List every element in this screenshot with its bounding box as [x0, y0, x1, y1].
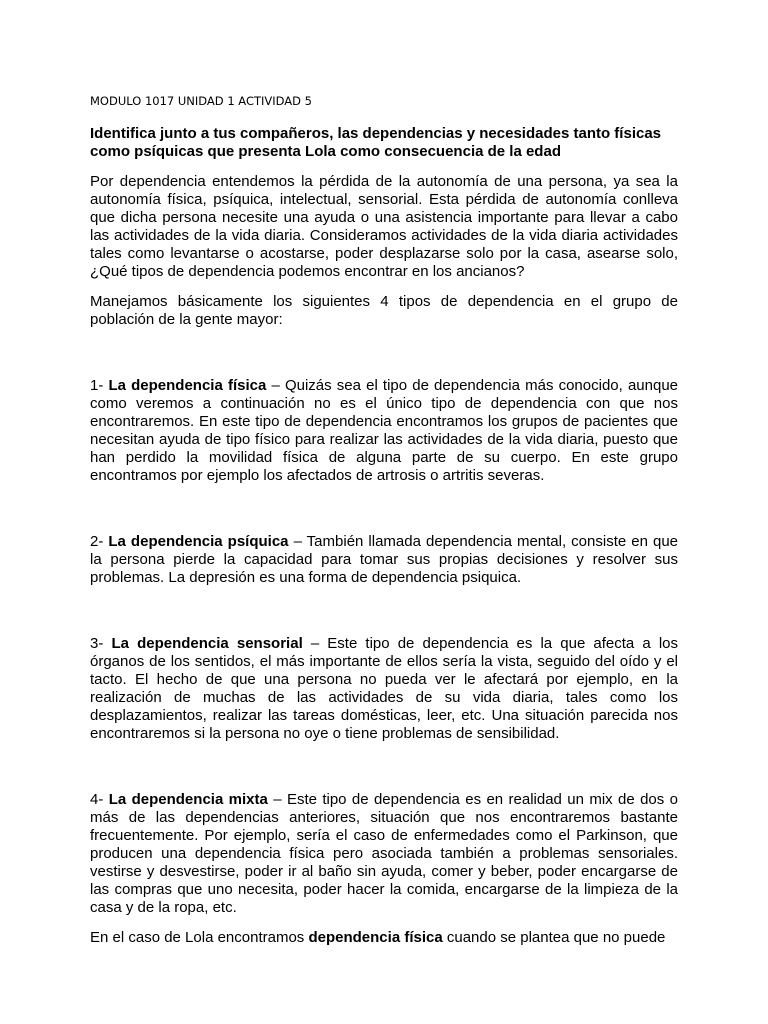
activity-heading: Identifica junto a tus compañeros, las dependencias y necesidades tanto físicas como psíquicas que presenta Lola como consecuencia de la edad: [90, 125, 662, 160]
section-number: 4-: [90, 791, 109, 808]
section-psychic: [90, 533, 678, 587]
closing-text: cuando se plantea que no puede: [442, 929, 666, 946]
section-number: 1-: [90, 377, 109, 394]
section-title: La dependencia sensorial: [111, 635, 303, 652]
document-header: MODULO 1017 UNIDAD 1 ACTIVIDAD 5: [90, 94, 313, 108]
section-spacer: [90, 485, 678, 533]
section-text: – Este tipo de dependencia es la que afecta a los órganos de los sentidos, el más importante de ellos sería la vista, seguido del oído y el tacto. El hecho de que una persona no pueda ver le afectará por ejemplo, en la realización de muchas de las actividades de su vida diaria, tales como los desplazamientos, realizar las tareas domésticas, leer, etc. Una situación parecida nos encontraremos si la persona no oye o tiene problemas de sensibilidad.: [90, 635, 678, 742]
section-spacer: [90, 329, 678, 377]
section-title: La dependencia mixta: [108, 791, 268, 808]
section-mixed: [90, 791, 678, 917]
document-page: [90, 93, 678, 947]
section-physical: [90, 377, 678, 485]
section-title: La dependencia física: [108, 377, 267, 394]
paragraph-spacer: [90, 917, 678, 929]
section-sensory: [90, 635, 678, 743]
paragraph-spacer: [90, 281, 678, 293]
section-text: – También llamada dependencia mental, consiste en que la persona pierde la capacidad para tomar sus propias decisiones y resolver sus problemas. La depresión es una forma de dependencia psiquica.: [90, 533, 678, 586]
section-text: – Quizás sea el tipo de dependencia más conocido, aunque como veremos a continuación no es el único tipo de dependencia con que nos encontraremos. En este tipo de dependencia encontramos los grupos de pacientes que necesitan ayuda de tipo físico para realizar las actividades de la vida diaria, puesto que han perdido la movilidad física de alguna parte de su cuerpo. En este grupo encontramos por ejemplo los afectados de artrosis o artritis severas.: [90, 377, 678, 484]
section-title: La dependencia psíquica: [108, 533, 289, 550]
section-text: – Este tipo de dependencia es en realidad un mix de dos o más de las dependencias anteriores, situación que nos encontraremos bastante frecuentemente. Por ejemplo, sería el caso de enfermedades como el Parkinson, que producen una dependencia física pero asociada también a problemas sensoriales. vestirse y desvestirse, poder ir al baño sin ayuda, comer y beber, poder encargarse de las compras que uno necesita, poder hacer la comida, encargarse de la limpieza de la casa y de la ropa, etc.: [90, 791, 678, 916]
section-number: 3-: [90, 635, 112, 652]
section-spacer: [90, 743, 678, 791]
section-number: 2-: [90, 533, 109, 550]
closing-text: En el caso de Lola encontramos: [90, 929, 309, 946]
intro-paragraph: Por dependencia entendemos la pérdida de la autonomía de una persona, ya sea la autonomía física, psíquica, intelectual, sensorial. Esta pérdida de autonomía conlleva que dicha persona necesite una ayuda o una asistencia importante para llevar a cabo las actividades de la vida diaria. Consideramos actividades de la vida diaria actividades tales como levantarse o acostarse, poder desplazarse solo por la casa, asearse solo, ¿Qué tipos de dependencia podemos encontrar en los ancianos?: [90, 173, 678, 280]
closing-paragraph: [90, 929, 678, 947]
closing-emphasis: dependencia física: [308, 929, 443, 946]
section-spacer: [90, 587, 678, 635]
types-intro-paragraph: Manejamos básicamente los siguientes 4 tipos de dependencia en el grupo de población de la gente mayor:: [90, 293, 678, 328]
